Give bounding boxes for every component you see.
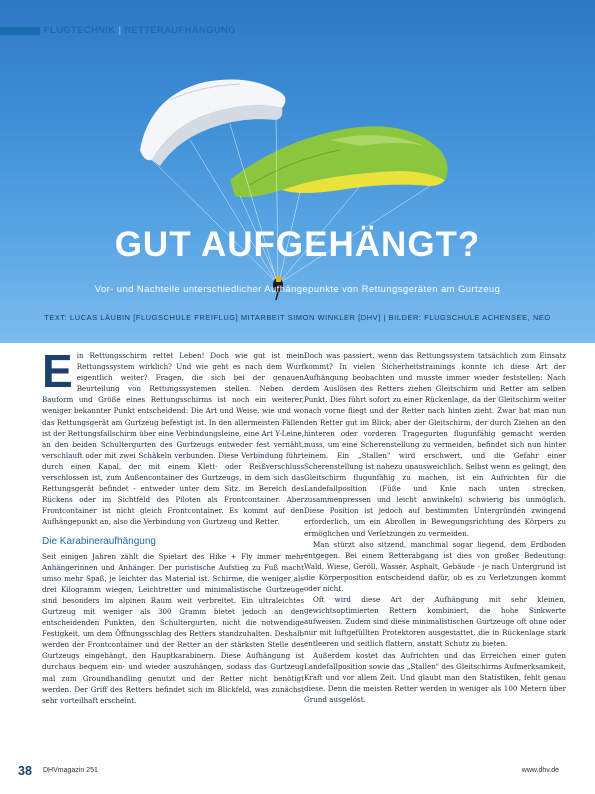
article-column-right (304, 350, 566, 705)
intro-paragraph (42, 345, 304, 528)
section-separator: | (118, 25, 122, 36)
page-footer (0, 764, 595, 782)
dropcap: E (42, 345, 73, 397)
paraglider-wing (230, 126, 448, 197)
section-topic: RETTERAUFHÄNGUNG (124, 25, 236, 36)
paragraph: Außerdem kostet das Aufrichten und das Erreichen einer guten Landefallposition sowie das „Stallen" des Gleitschirms Aufmerksamkeit, Kraft und vor allem Zeit. Und glaubt man den Statistiken, fehlt genau diese. Denn die meisten Retter werden in weniger als 100 Metern über Grund ausgelöst. (304, 650, 566, 704)
paragraph: Oft wird diese Art der Aufhängung mit sehr kleinen, gewichtsoptimierten Rettern kombiniert, die hohe Sinkwerte aufweisen. Zudem sind diese minimalistischen Gurtzeuge oft ohne oder nur mit luftgefüllten Protektoren ausgestattet, die in Rückenlage stark entleeren und seitlich flattern, anstatt Schutz zu bieten. (304, 595, 566, 649)
paragraph: Seit einigen Jahren zählt die Spielart des Hike + Fly immer mehr Anhängerinnen und Anhänger. Der puristische Aufstieg zu Fuß macht umso mehr Spaß, je leichter das Material ist. Schirme, die weniger als drei Kilogramm wiegen, Leichtretter und minimalistische Gurtzeuge sind besonders im alpinen Raum weit verbreitet. Ein ultraleichtes Gurtzeug mit weniger als 300 Gramm bietet jedoch an den entscheidenden Punkten, den Schultergurten, nicht die notwendige Festigkeit, um dem Öffnungsschlag des Retters standzuhalten. Deshalb werden der Frontcontainer und der Retter an der stärksten Stelle des Gurtzeugs eingehängt, den Hauptkarabinern. Diese Aufhängung ist durchaus bequem ein- und wieder auszuhängen, sodass das Gurtzeug mal zum Groundhandling genutzt und der Retter nicht benötigt werden. Der Griff des Retters befindet sich im Blickfeld, was zunächst sehr vorteilhaft erscheint. (42, 551, 304, 705)
section-header (0, 24, 595, 38)
website-link[interactable]: www.dhv.de (521, 767, 559, 774)
reserve-canopy (140, 80, 286, 166)
article-column-left (42, 345, 304, 706)
subheading: Die Karabineraufhängung (42, 535, 156, 547)
page-number: 38 (18, 764, 32, 778)
section-name: FLUGTECHNIK (44, 25, 116, 36)
section-stripe (0, 27, 40, 35)
article-credits: TEXT: LUCAS LÄUBIN [FLUGSCHULE FREIFLUG] MITARBEIT SIMON WINKLER [DHV] | BILDER: FLUGSCHULE ACHENSEE, NEO (44, 313, 551, 322)
hero-photo (0, 0, 595, 343)
paragraph: Doch was passiert, wenn das Rettungssystem tatsächlich zum Einsatz kommt? In vielen Sicherheitstrainings konnte ich diese Art der Aufhängung beobachten und musste immer wieder feststellen: Nach dem Auslösen des Retters ziehen Gleitschirm und Retter am selben Punkt. Dies führt sofort zu einer Rückenlage, da der Gleitschirm weiter nach vorne fliegt und der Retter nach hinten zieht. Zwar hat man nun den Retter gut im Blick, aber der Gleitschirm, der durch Ziehen an den hinteren oder vorderen Tragegurten flugunfähig gemacht werden muss, um eine Scherenstellung zu vermeiden, befindet sich nun hinter einem. Ein „Stallen" wird erschwert, und die Gefahr einer Scherenstellung ist nahezu unausweichlich. Selbst wenn es gelingt, den Gleitschirm flugunfähig zu machen, ist ein Aufrichten für die Landefallposition (Füße und Knie nach unten strecken, zusammenpressen und leicht anwinkeln) schwierig bis unmöglich. Diese Position ist jedoch auf bestimmten Untergründen zwingend erforderlich, um ein Abrollen in Bewegungsrichtung des Körpers zu ermöglichen und Verletzungen zu vermeiden. (304, 351, 566, 538)
section-label (44, 24, 236, 38)
article-subline: Vor- und Nachteile unterschiedlicher Aufhängepunkte von Rettungsgeräten am Gurtzeug (94, 284, 501, 295)
paragraph: Man stürzt also sitzend, manchmal sogar liegend, dem Erdboden entgegen. Bei einem Retterabgang ist dies von großer Bedeutung: Wald, Wiese, Geröll, Wasser, Asphalt, Gebäude - je nach Untergrund ist die Körperposition entscheidend dafür, ob es zu Verletzungen kommt oder nicht. (304, 539, 566, 593)
magazine-issue: DHVmagazin 251 (43, 767, 98, 774)
article-headline: GUT AUFGEHÄNGT? (114, 225, 481, 264)
intro-text: in Rettungsschirm rettet Leben! Doch wie gut ist mein Rettungssystem wirklich? Und wie geht es nach dem Wurf eigentlich weiter? Fragen, die sich bei der genauen Beurteilung von Rettungssystemen stellen. Neben der Bauform und Größe eines Rettungsschirms ist noch ein weiterer, weniger bekannter Punkt entscheidend: Die Art und Weise, wie und wo das Rettungsgerät am Gurtzeug befestigt ist. In den allermeisten Fällen ist der Rettungsfallschirm über eine Verbindungsleine, eine Art Y-Leine, an den beiden Schultergurten des Gurtzeugs entweder fest vernäht, verschlauft oder mit zwei Schäkeln verbunden. Diese Verbindung führt durch einen Kanal, der mit einem Klett- oder Reißverschluss verschlossen ist, zum Außencontainer des Gurtzeugs, in dem sich das Rettungsgerät befindet - entweder unter dem Sitz, im Bereich des Rückens oder im Sichtfeld des Piloten als Frontcontainer. Aber Frontcontainer ist nicht gleich Frontcontainer. Es kommt auf den Aufhängepunkt an, also die Verbindung von Gurtzeug und Retter. (42, 351, 304, 527)
